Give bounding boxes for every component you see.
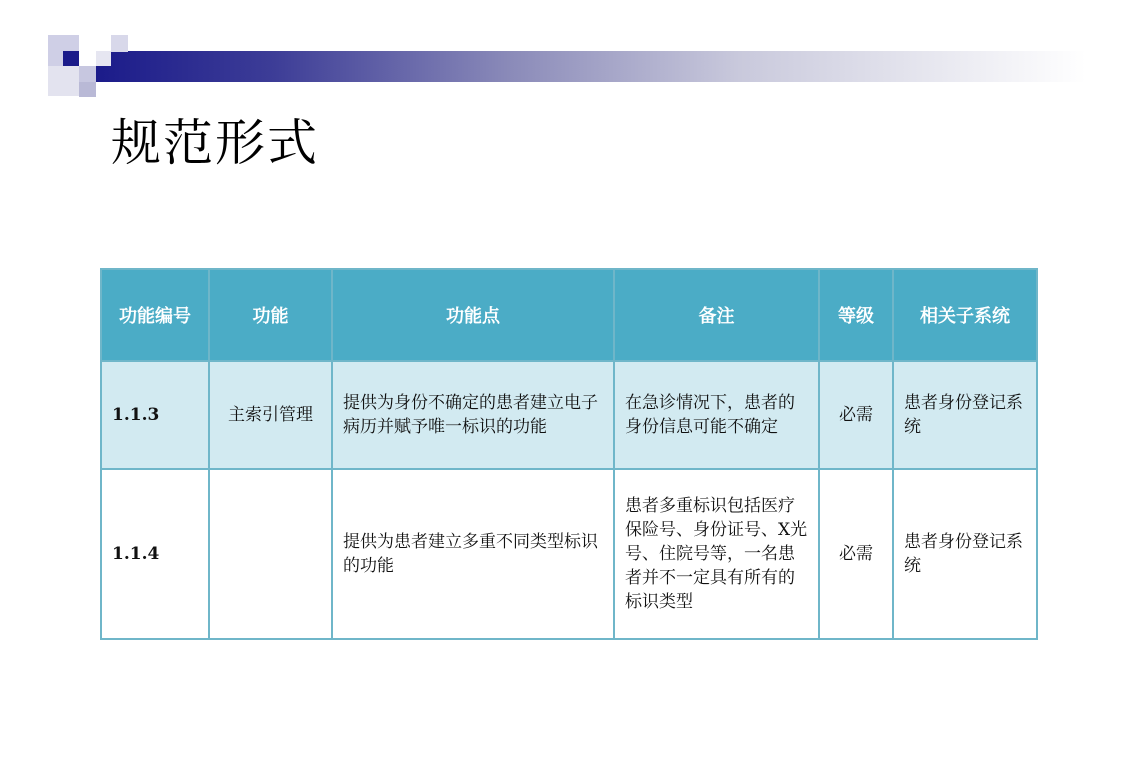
cell-note: 在急诊情况下，患者的身份信息可能不确定 — [614, 361, 819, 469]
table-row — [101, 469, 1037, 639]
header-note: 备注 — [614, 269, 819, 361]
cell-subsystem: 患者身份登记系统 — [893, 469, 1037, 639]
table-row — [101, 361, 1037, 469]
header-gradient-bar — [96, 51, 1086, 82]
decorative-square — [48, 66, 79, 96]
decorative-square — [63, 51, 79, 66]
cell-note: 患者多重标识包括医疗保险号、身份证号、X光号、住院号等，一名患者并不一定具有所有的标识类型 — [614, 469, 819, 639]
decorative-square — [96, 51, 111, 66]
table-header-row — [101, 269, 1037, 361]
cell-subsystem: 患者身份登记系统 — [893, 361, 1037, 469]
header-function: 功能 — [209, 269, 332, 361]
header-function-id: 功能编号 — [101, 269, 209, 361]
page-title: 规范形式 — [111, 114, 319, 172]
cell-function-point: 提供为身份不确定的患者建立电子病历并赋予唯一标识的功能 — [332, 361, 614, 469]
header-function-point: 功能点 — [332, 269, 614, 361]
cell-level: 必需 — [819, 469, 893, 639]
cell-function-id: 1.1.4 — [101, 469, 209, 639]
cell-function-point: 提供为患者建立多重不同类型标识的功能 — [332, 469, 614, 639]
decorative-square — [79, 82, 96, 97]
header-subsystem: 相关子系统 — [893, 269, 1037, 361]
spec-table — [100, 268, 1038, 640]
decorative-square — [111, 35, 128, 52]
cell-function — [209, 469, 332, 639]
cell-function: 主索引管理 — [209, 361, 332, 469]
cell-function-id: 1.1.3 — [101, 361, 209, 469]
cell-level: 必需 — [819, 361, 893, 469]
header-level: 等级 — [819, 269, 893, 361]
decorative-square — [79, 66, 96, 82]
